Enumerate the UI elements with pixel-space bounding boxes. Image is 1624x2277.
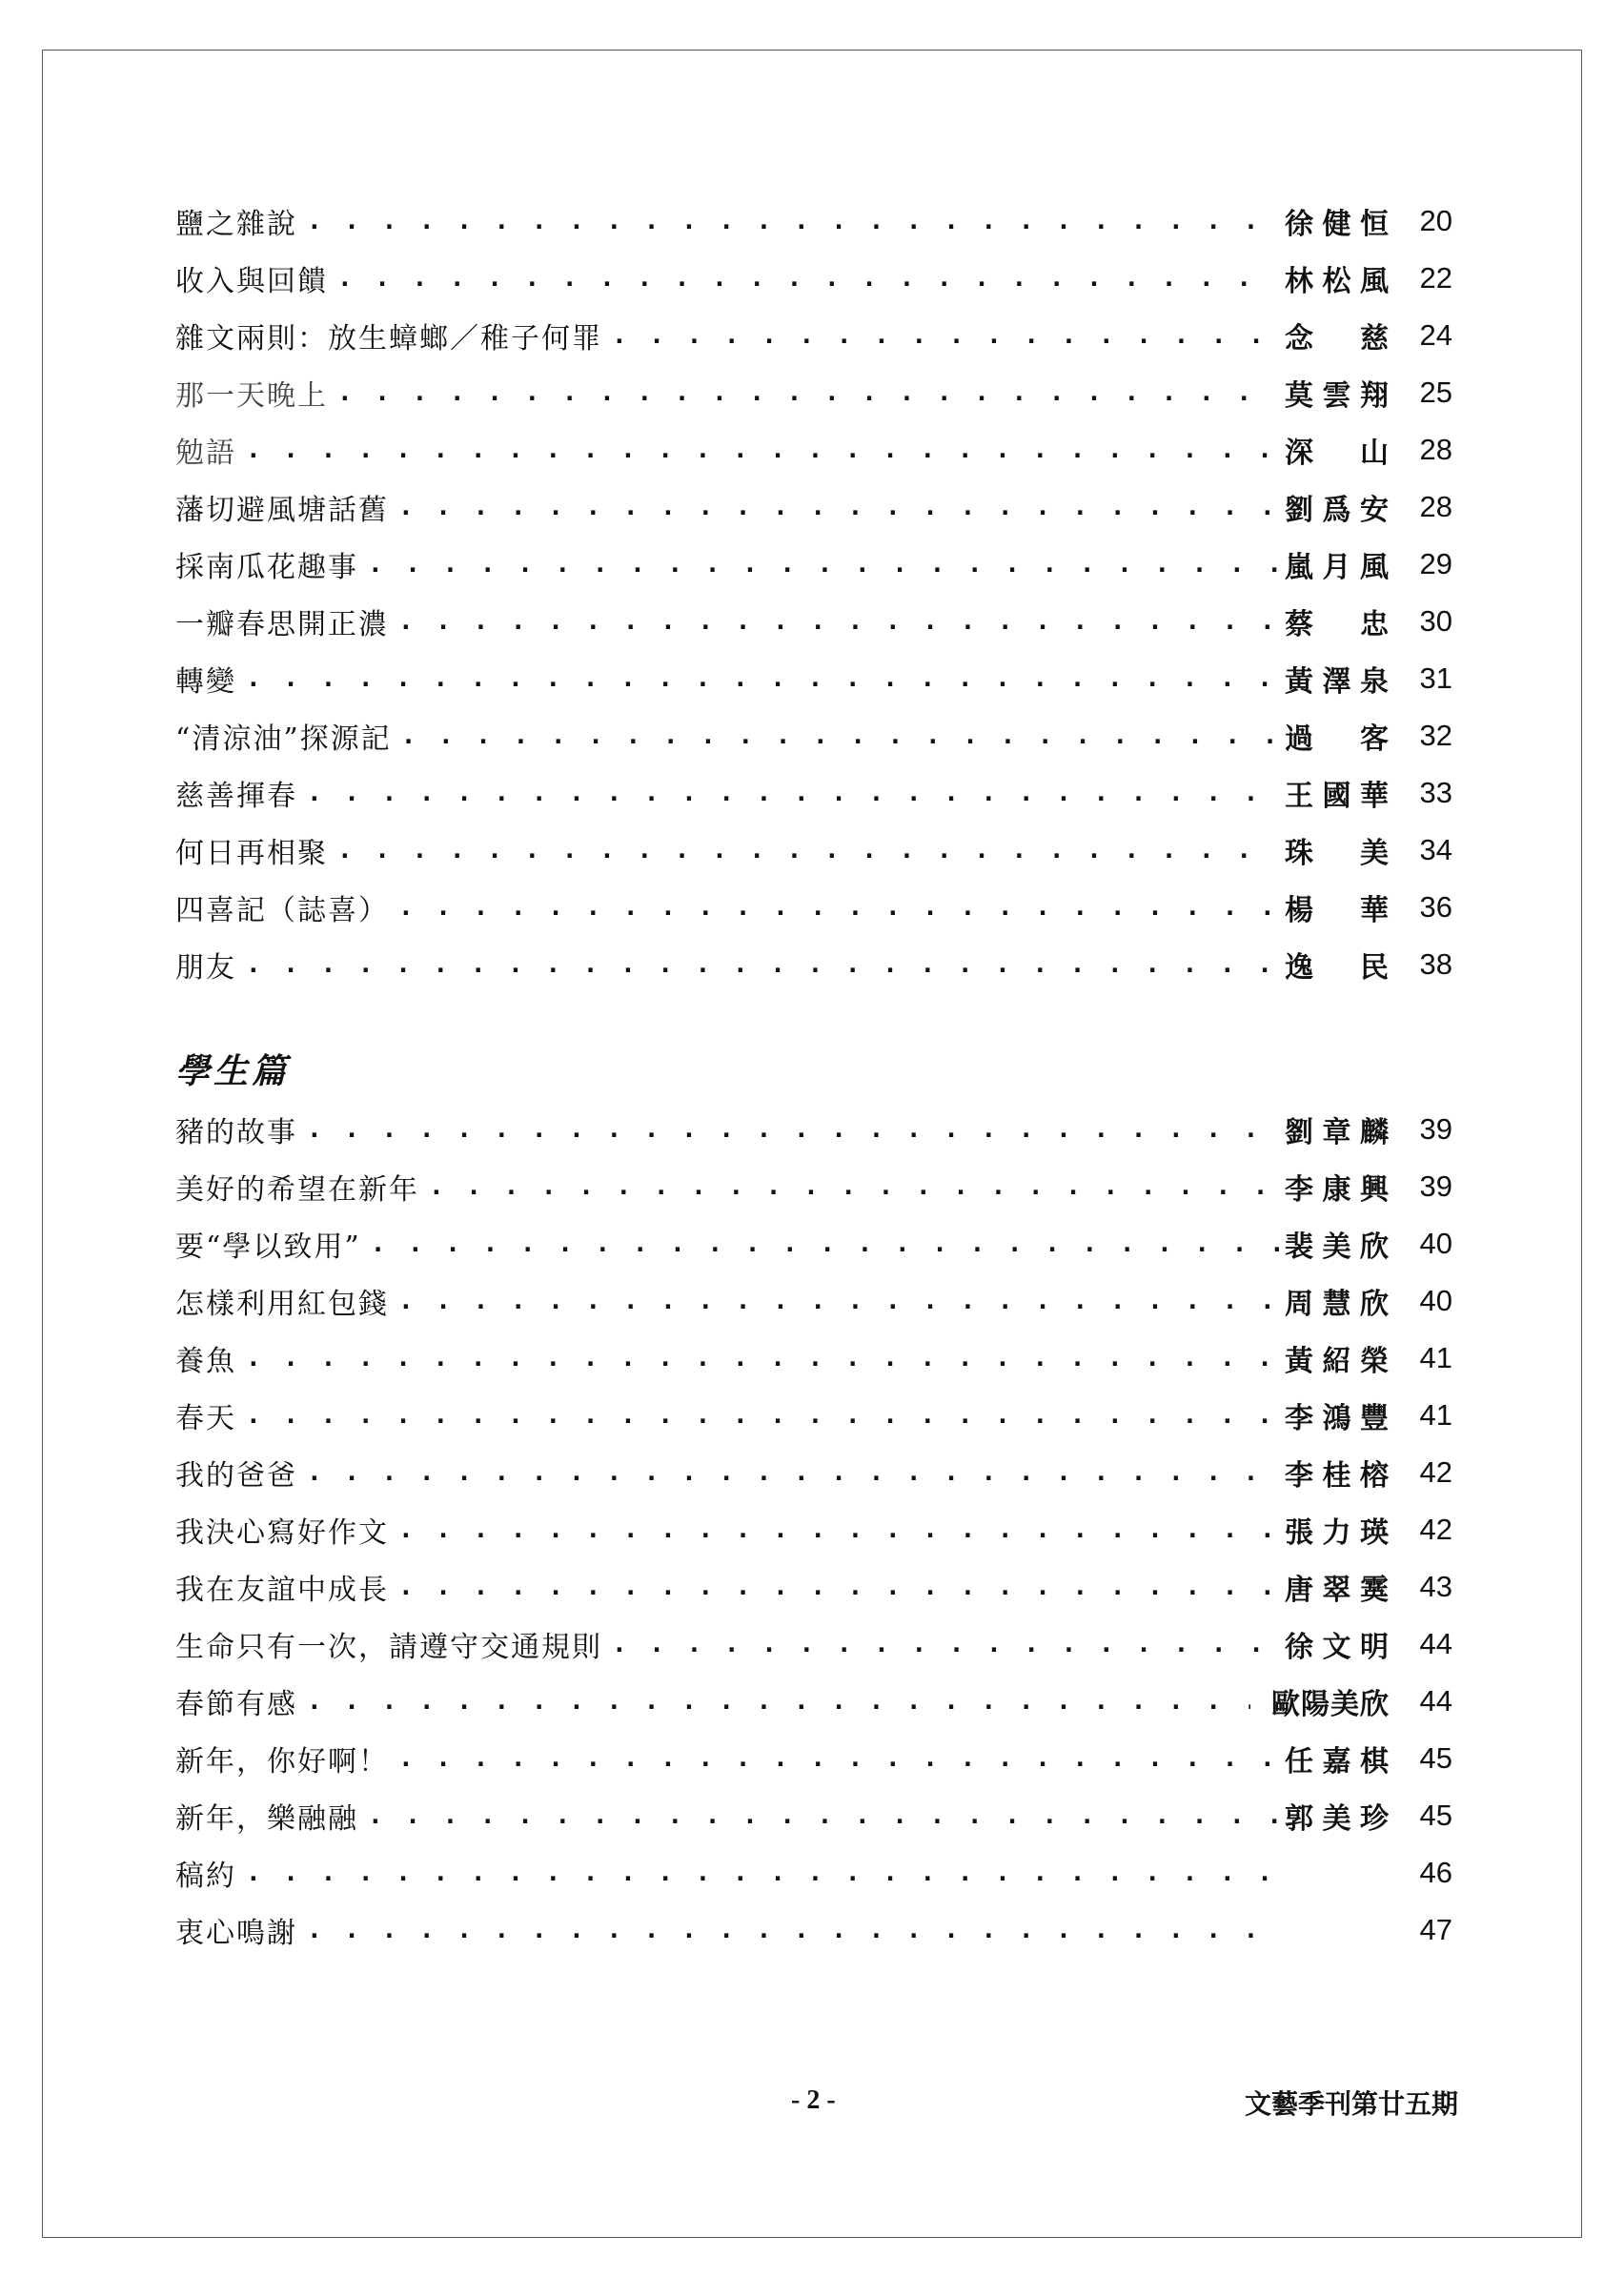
toc-entry-title: 新年，你好啊！ bbox=[175, 1745, 389, 1779]
toc-entry-title: 養魚 bbox=[175, 1345, 236, 1378]
toc-entry-page: 42 bbox=[1419, 1455, 1452, 1489]
toc-entry-page: 29 bbox=[1419, 547, 1452, 580]
toc-entry-author: 楊 華 bbox=[1285, 894, 1390, 927]
dot-leader bbox=[398, 609, 1279, 634]
toc-entry bbox=[175, 593, 1452, 650]
toc-entry-page: 22 bbox=[1419, 261, 1452, 295]
toc-entry-author: 徐文明 bbox=[1285, 1631, 1390, 1664]
toc-entry bbox=[175, 1158, 1452, 1215]
toc-entry-page: 45 bbox=[1419, 1799, 1452, 1832]
toc-entry-page: 40 bbox=[1419, 1227, 1452, 1260]
dot-leader bbox=[307, 1689, 1250, 1714]
toc-entry-author: 過 客 bbox=[1285, 722, 1390, 756]
dot-leader bbox=[398, 1517, 1279, 1542]
toc-entry-title: 我在友誼中成長 bbox=[175, 1574, 389, 1607]
toc-entry bbox=[175, 536, 1452, 593]
toc-entry-title: 稿約 bbox=[175, 1860, 236, 1893]
toc-entry-title: 我決心寫好作文 bbox=[175, 1516, 389, 1550]
toc-entry-page: 42 bbox=[1419, 1513, 1452, 1546]
dot-leader bbox=[246, 1860, 1279, 1885]
dot-leader bbox=[398, 895, 1279, 920]
toc-entry-title: 怎樣利用紅包錢 bbox=[175, 1288, 389, 1321]
dot-leader bbox=[246, 666, 1279, 691]
toc-entry-page: 34 bbox=[1419, 833, 1452, 866]
toc-entry-title: 春天 bbox=[175, 1402, 236, 1435]
toc-entry-page: 43 bbox=[1419, 1570, 1452, 1603]
toc-entry-author: 李康興 bbox=[1285, 1173, 1390, 1207]
toc-entry-author: 李鴻豐 bbox=[1285, 1402, 1390, 1435]
toc-entry-title: 春節有感 bbox=[175, 1688, 297, 1721]
toc-entry-author: 劉爲安 bbox=[1285, 494, 1390, 527]
toc-entry-author: 深 山 bbox=[1285, 437, 1390, 470]
toc-entry-page: 44 bbox=[1419, 1684, 1452, 1718]
toc-entry-page: 38 bbox=[1419, 947, 1452, 981]
dot-leader bbox=[401, 723, 1279, 748]
toc-entry bbox=[175, 1272, 1452, 1330]
toc-entry-author: 蔡 忠 bbox=[1285, 608, 1390, 641]
toc-entry-author: 珠 美 bbox=[1285, 837, 1390, 870]
dot-leader bbox=[307, 1460, 1279, 1485]
toc-entry bbox=[175, 879, 1452, 936]
toc-entry-author: 林松風 bbox=[1285, 265, 1390, 298]
dot-leader bbox=[307, 1918, 1279, 1942]
dot-leader bbox=[612, 1632, 1279, 1657]
dot-leader bbox=[368, 552, 1279, 577]
toc-entry bbox=[175, 1844, 1452, 1901]
toc-entry-page: 45 bbox=[1419, 1741, 1452, 1775]
toc-entry-page: 39 bbox=[1419, 1112, 1452, 1146]
toc-entry-page: 47 bbox=[1419, 1913, 1452, 1946]
dot-leader bbox=[337, 838, 1279, 863]
toc-entry-page: 28 bbox=[1419, 433, 1452, 466]
toc-entry-title: 衷心鳴謝 bbox=[175, 1917, 297, 1950]
toc-entry-author: 任嘉棋 bbox=[1285, 1745, 1390, 1779]
toc-entry-author: 徐健恒 bbox=[1285, 208, 1390, 241]
toc-entry-author: 周慧欣 bbox=[1285, 1288, 1390, 1321]
toc-entry bbox=[175, 1673, 1452, 1730]
toc-entry-page: 36 bbox=[1419, 890, 1452, 924]
dot-leader bbox=[246, 1346, 1279, 1371]
dot-leader bbox=[398, 1746, 1279, 1771]
toc-entry-page: 41 bbox=[1419, 1398, 1452, 1432]
toc-entry-page: 39 bbox=[1419, 1169, 1452, 1203]
toc-entry-author: 逸 民 bbox=[1285, 951, 1390, 985]
toc-entry-page: 46 bbox=[1419, 1856, 1452, 1889]
toc-entry-title: 慈善揮春 bbox=[175, 780, 297, 813]
toc-entry-page: 40 bbox=[1419, 1284, 1452, 1317]
toc-entry-title: 採南瓜花趣事 bbox=[175, 551, 358, 584]
toc-entry bbox=[175, 764, 1452, 822]
dot-leader bbox=[337, 380, 1279, 405]
dot-leader bbox=[368, 1803, 1279, 1828]
toc-entry-title: 轉變 bbox=[175, 665, 236, 699]
journal-name: 文藝季刊第廿五期 bbox=[1244, 2089, 1458, 2119]
table-of-contents-main bbox=[175, 193, 1452, 993]
toc-entry-page: 28 bbox=[1419, 490, 1452, 523]
toc-entry-title: 勉語 bbox=[175, 437, 236, 470]
toc-entry bbox=[175, 1616, 1452, 1673]
toc-entry-author: 劉章麟 bbox=[1285, 1116, 1390, 1149]
toc-entry bbox=[175, 1387, 1452, 1444]
toc-entry-title: “清涼油”探源記 bbox=[175, 722, 392, 756]
dot-leader bbox=[398, 1289, 1279, 1313]
toc-entry-title: 朋友 bbox=[175, 951, 236, 985]
toc-entry-title: 四喜記（誌喜） bbox=[175, 894, 389, 927]
toc-entry bbox=[175, 1215, 1452, 1272]
toc-entry-title: 鹽之雜說 bbox=[175, 208, 297, 241]
toc-entry-author: 莫雲翔 bbox=[1285, 379, 1390, 413]
toc-entry-author: 王國華 bbox=[1285, 780, 1390, 813]
toc-entry-title: 生命只有一次，請遵守交通規則 bbox=[175, 1631, 602, 1664]
section-heading-students: 學生篇 bbox=[175, 1051, 291, 1091]
toc-entry-author: 黃澤泉 bbox=[1285, 665, 1390, 699]
toc-entry-title: 要“學以致用” bbox=[175, 1230, 361, 1264]
dot-leader bbox=[612, 323, 1279, 348]
toc-entry-author: 張力瑛 bbox=[1285, 1516, 1390, 1550]
toc-entry-page: 32 bbox=[1419, 719, 1452, 752]
toc-entry bbox=[175, 822, 1452, 879]
toc-entry-title: 收入與回饋 bbox=[175, 265, 328, 298]
toc-entry-author: 嵐月風 bbox=[1285, 551, 1390, 584]
toc-entry-page: 44 bbox=[1419, 1627, 1452, 1660]
dot-leader bbox=[398, 1575, 1279, 1599]
dot-leader bbox=[398, 495, 1279, 519]
toc-entry-title: 美好的希望在新年 bbox=[175, 1173, 419, 1207]
toc-entry-page: 24 bbox=[1419, 318, 1452, 352]
toc-entry-title: 藩切避風塘話舊 bbox=[175, 494, 389, 527]
page-number: - 2 - bbox=[791, 2085, 836, 2115]
toc-entry bbox=[175, 307, 1452, 364]
toc-entry-page: 30 bbox=[1419, 604, 1452, 638]
toc-entry-page: 41 bbox=[1419, 1341, 1452, 1374]
dot-leader bbox=[307, 781, 1279, 805]
dot-leader bbox=[307, 1117, 1279, 1142]
toc-entry-title: 那一天晚上 bbox=[175, 379, 328, 413]
toc-entry bbox=[175, 421, 1452, 478]
dot-leader bbox=[307, 209, 1279, 234]
dot-leader bbox=[337, 266, 1279, 291]
dot-leader bbox=[246, 952, 1279, 977]
toc-entry-title: 豬的故事 bbox=[175, 1116, 297, 1149]
toc-entry bbox=[175, 707, 1452, 764]
toc-entry bbox=[175, 1787, 1452, 1844]
dot-leader bbox=[246, 437, 1279, 462]
toc-entry-author: 念 慈 bbox=[1285, 322, 1390, 356]
toc-entry bbox=[175, 1730, 1452, 1787]
toc-entry bbox=[175, 1501, 1452, 1558]
toc-entry bbox=[175, 478, 1452, 536]
toc-entry bbox=[175, 936, 1452, 993]
toc-entry-page: 25 bbox=[1419, 376, 1452, 409]
dot-leader bbox=[429, 1174, 1279, 1199]
table-of-contents-students bbox=[175, 1101, 1452, 1959]
toc-entry-author: 李桂榕 bbox=[1285, 1459, 1390, 1493]
toc-entry-page: 33 bbox=[1419, 776, 1452, 809]
toc-entry-author: 郭美珍 bbox=[1285, 1802, 1390, 1836]
toc-entry-title: 何日再相聚 bbox=[175, 837, 328, 870]
toc-entry-author: 裴美欣 bbox=[1285, 1230, 1390, 1264]
toc-entry bbox=[175, 1558, 1452, 1616]
toc-entry bbox=[175, 1901, 1452, 1959]
toc-entry-author: 唐翠霙 bbox=[1285, 1574, 1390, 1607]
toc-entry-title: 我的爸爸 bbox=[175, 1459, 297, 1493]
toc-entry-title: 新年，樂融融 bbox=[175, 1802, 358, 1836]
toc-entry bbox=[175, 1101, 1452, 1158]
dot-leader bbox=[246, 1403, 1279, 1428]
toc-entry-title: 一瓣春思開正濃 bbox=[175, 608, 389, 641]
toc-entry bbox=[175, 1330, 1452, 1387]
toc-entry bbox=[175, 650, 1452, 707]
toc-entry bbox=[175, 193, 1452, 250]
dot-leader bbox=[371, 1231, 1279, 1256]
toc-entry-page: 20 bbox=[1419, 204, 1452, 237]
toc-entry bbox=[175, 364, 1452, 421]
toc-entry-author: 歐陽美欣 bbox=[1271, 1688, 1390, 1721]
toc-entry bbox=[175, 1444, 1452, 1501]
toc-entry-title: 雜文兩則：放生蟑螂／稚子何罪 bbox=[175, 322, 602, 356]
toc-entry-page: 31 bbox=[1419, 661, 1452, 695]
toc-entry bbox=[175, 250, 1452, 307]
toc-entry-author: 黃紹榮 bbox=[1285, 1345, 1390, 1378]
